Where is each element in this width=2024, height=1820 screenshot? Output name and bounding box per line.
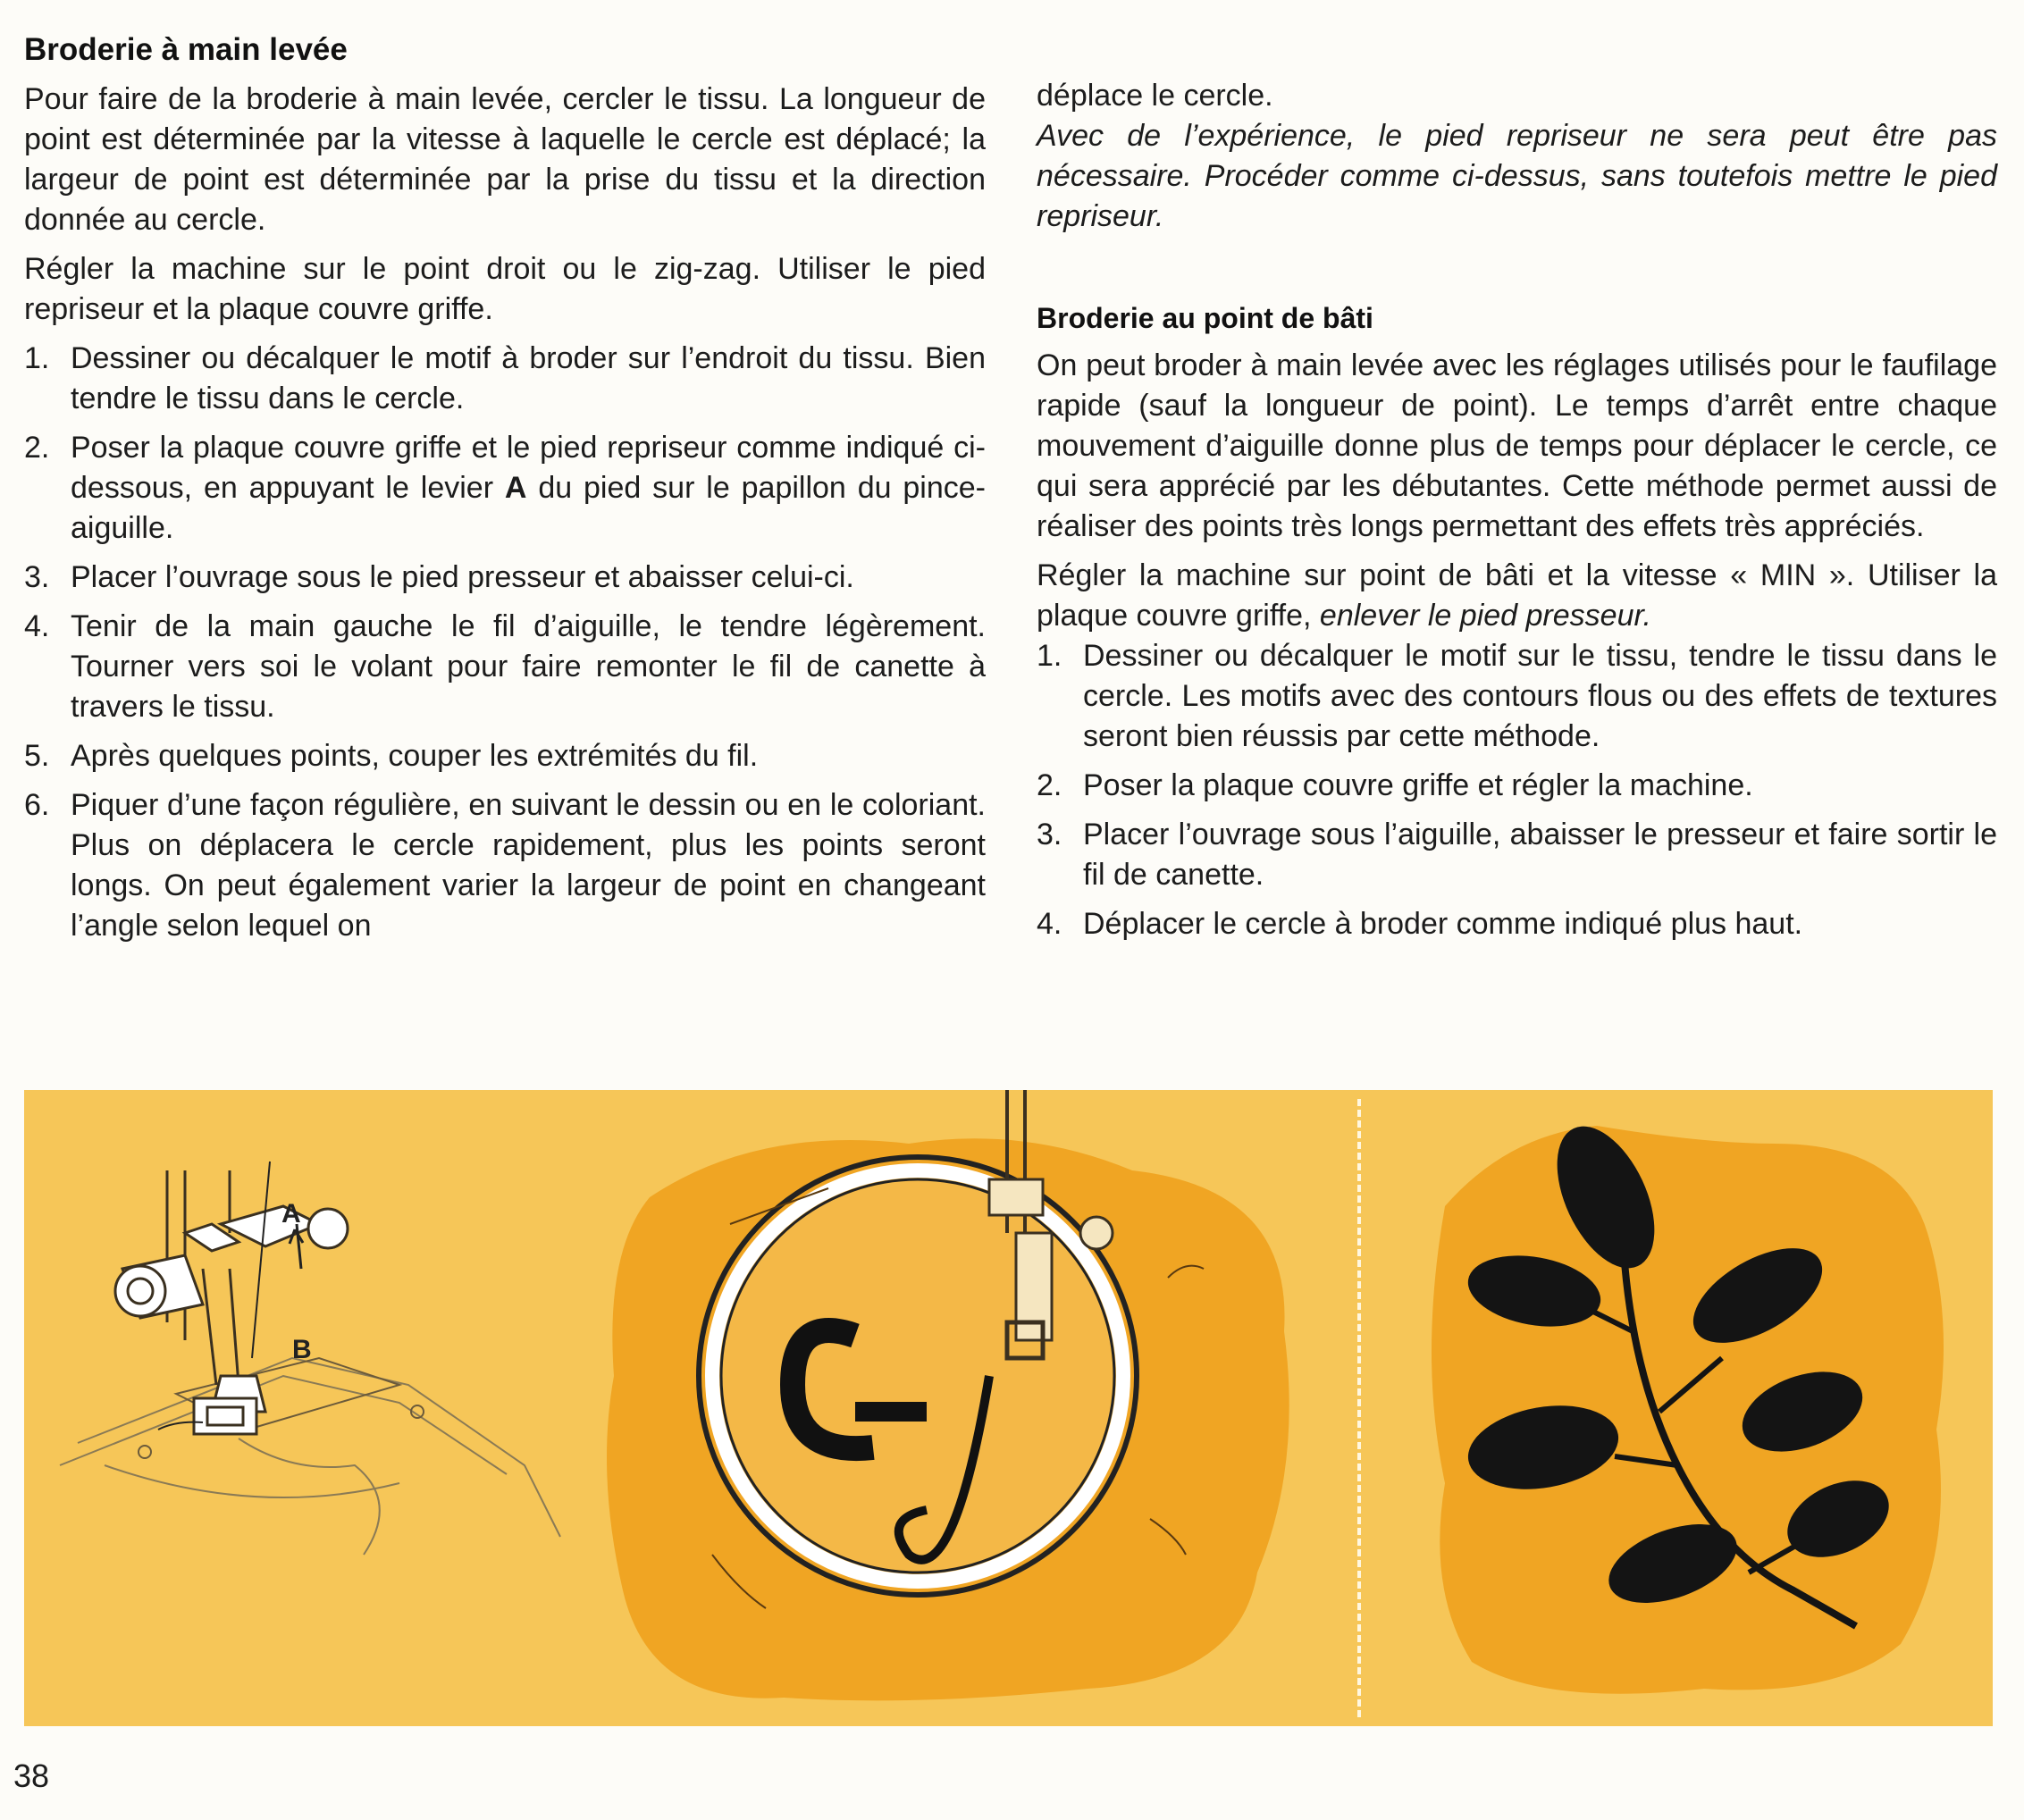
lever-label: A bbox=[504, 471, 527, 505]
list-item: 3. Placer l’ouvrage sous l’aiguille, abaisser le presseur et faire sortir le fil de canette. bbox=[1037, 818, 1997, 892]
page-number: 38 bbox=[13, 1757, 50, 1794]
right-column bbox=[1037, 0, 1997, 953]
setup-paragraph: Régler la machine sur le point droit ou le zig-zag. Utiliser le pied repriseur et la plaque couvre griffe. bbox=[24, 252, 986, 326]
illustration-svg bbox=[24, 1090, 1993, 1726]
list-item: 5. Après quelques points, couper les extrémités du fil. bbox=[24, 739, 759, 773]
list-item: 4. Tenir de la main gauche le fil d’aiguille, le tendre légèrement. Tourner vers soi le volant pour faire remonter le fil de canette à travers le tissu. bbox=[24, 609, 986, 724]
list-item: 6. Piquer d’une façon régulière, en suivant le dessin ou en le coloriant. Plus on déplacera le cercle rapidement, plus les points seront longs. On peut également varier la largeur de point en changeant l’angle selon lequel on bbox=[24, 788, 986, 943]
illustration-band bbox=[24, 1090, 1993, 1726]
list-item: 1. Dessiner ou décalquer le motif à broder sur l’endroit du tissu. Bien tendre le tissu dans le cercle. bbox=[24, 341, 986, 415]
basting-setup: Régler la machine sur point de bâti et la vitesse « MIN ». Utiliser la plaque couvre griffe, enlever le pied presseur. bbox=[1037, 558, 1997, 633]
label-b: B bbox=[292, 1335, 312, 1364]
list-item: 3. Placer l’ouvrage sous le pied presseur et abaisser celui-ci. bbox=[24, 560, 854, 594]
embroidery-hoop-illustration bbox=[607, 1090, 1289, 1700]
list-item: 4. Déplacer le cercle à broder comme indiqué plus haut. bbox=[1037, 907, 1803, 941]
section-title-basting: Broderie au point de bâti bbox=[1037, 302, 1373, 334]
basting-steps-list bbox=[1037, 636, 1997, 944]
list-item: 2. Poser la plaque couvre griffe et régler la machine. bbox=[1037, 768, 1753, 802]
section-title-free-motion: Broderie à main levée bbox=[24, 32, 348, 67]
list-item: 1. Dessiner ou décalquer le motif sur le tissu, tendre le tissu dans le cercle. Les motifs avec des contours flous ou des effets de textures seront bien réussis par cette méthode. bbox=[1037, 639, 1997, 753]
panel-divider bbox=[1357, 1099, 1361, 1717]
continuation-text: déplace le cercle. bbox=[1037, 79, 1273, 113]
label-a: A bbox=[281, 1199, 301, 1229]
left-column bbox=[24, 0, 986, 955]
basting-intro: On peut broder à main levée avec les réglages utilisés pour le faufilage rapide (sauf la longueur de point). Le temps d’arrêt entre chaque mouvement d’aiguille donne plus de temps pour déplacer le cercle, ce qui sera apprécié par les débutantes. Cette méthode permet aussi de réaliser des points très longs permettant des effets très appréciés. bbox=[1037, 348, 1997, 543]
leaf-branch-illustration bbox=[1432, 1111, 1944, 1694]
intro-paragraph: Pour faire de la broderie à main levée, cercler le tissu. La longueur de point est déterminée par la vitesse à laquelle le cercle est déplacé; la largeur de point est déterminée par la prise du tissu et la direction donnée au cercle. bbox=[24, 82, 986, 237]
experience-note: Avec de l’expérience, le pied repriseur ne sera peut être pas nécessaire. Procéder comme ci-dessus, sans toutefois mettre le pied repriseur. bbox=[1037, 119, 1997, 233]
list-item: 2. Poser la plaque couvre griffe et le pied repriseur comme indiqué ci-dessous, en appuyant le levier A du pied sur le papillon du pince-aiguille. bbox=[24, 431, 986, 545]
steps-list bbox=[24, 339, 986, 946]
